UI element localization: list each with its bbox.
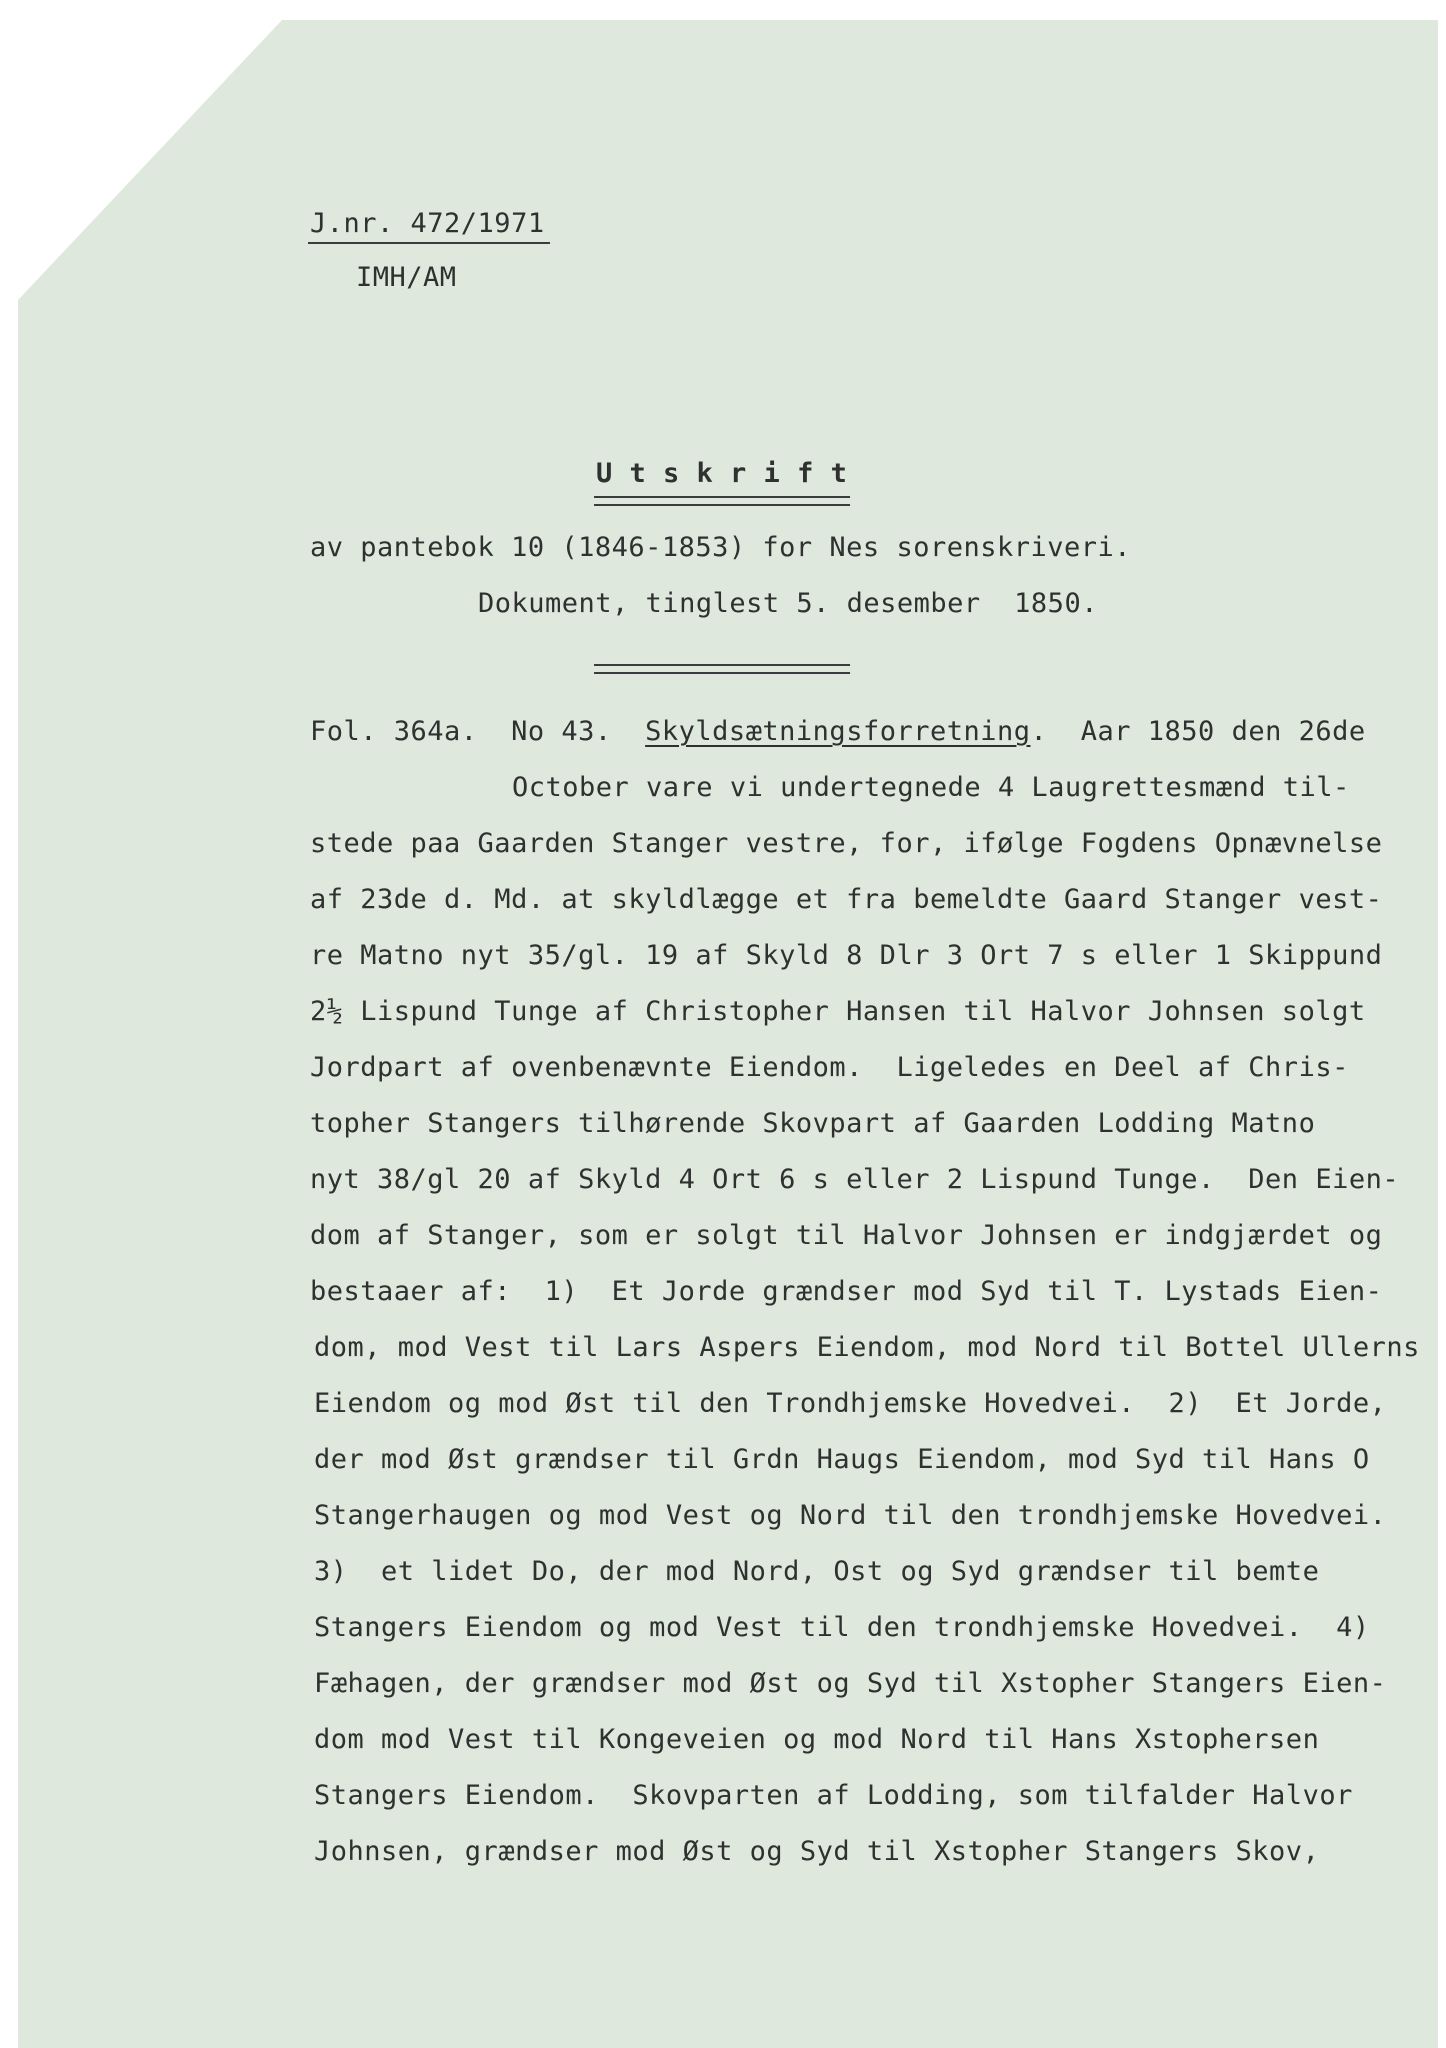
body-line: topher Stangers tilhørende Skovpart af Gaarden Lodding Matno (310, 1108, 1316, 1139)
journal-number-underline (308, 242, 550, 244)
initials: IMH/AM (356, 262, 457, 293)
body-line: af 23de d. Md. at skyldlægge et fra bemeldte Gaard Stanger vest- (310, 884, 1383, 915)
body-line: Johnsen, grændser mod Øst og Syd til Xstopher Stangers Skov, (314, 1836, 1320, 1867)
body-line: Fæhagen, der grændser mod Øst og Syd til Xstopher Stangers Eien- (314, 1668, 1387, 1699)
body-line: Stangers Eiendom. Skovparten af Lodding, som tilfalder Halvor (314, 1780, 1353, 1811)
folio-number: Fol. 364a. No 43. (310, 716, 612, 747)
body-line: Jordpart af ovenbenævnte Eiendom. Ligeledes en Deel af Chris- (310, 1052, 1349, 1083)
document-title: U t s k r i f t (596, 458, 848, 489)
body-line-first (310, 716, 1366, 747)
body-line: dom mod Vest til Kongeveien og mod Nord til Hans Xstophersen (314, 1724, 1320, 1755)
body-line: dom, mod Vest til Lars Aspers Eiendom, mod Nord til Bottel Ullerns (314, 1332, 1420, 1363)
body-line: 2½ Lispund Tunge af Christopher Hansen til Halvor Johnsen solgt (310, 996, 1366, 1027)
body-line: 3) et lidet Do, der mod Nord, Ost og Syd grændser til bemte (314, 1556, 1320, 1587)
body-line: October vare vi undertegnede 4 Laugrettesmænd til- (512, 772, 1350, 803)
body-line: der mod Øst grændser til Grdn Haugs Eiendom, mod Syd til Hans O (314, 1444, 1370, 1475)
body-line: Stangerhaugen og mod Vest og Nord til den trondhjemske Hovedvei. (314, 1500, 1387, 1531)
body-line: stede paa Gaarden Stanger vestre, for, ifølge Fogdens Opnævnelse (310, 828, 1383, 859)
body-line: Stangers Eiendom og mod Vest til den trondhjemske Hovedvei. 4) (314, 1612, 1370, 1643)
body-line: dom af Stanger, som er solgt til Halvor Johnsen er indgjærdet og (310, 1220, 1383, 1251)
body-line: bestaaer af: 1) Et Jorde grændser mod Syd til T. Lystads Eien- (310, 1276, 1383, 1307)
first-line-text: . Aar 1850 den 26de (1030, 716, 1366, 747)
title-underline (594, 496, 850, 506)
source-line: av pantebok 10 (1846-1853) for Nes sorenskriveri. (310, 532, 1132, 563)
document-line: Dokument, tinglest 5. desember 1850. (478, 588, 1098, 619)
section-divider (594, 664, 850, 674)
body-line: re Matno nyt 35/gl. 19 af Skyld 8 Dlr 3 Ort 7 s eller 1 Skippund (310, 940, 1383, 971)
body-line: nyt 38/gl 20 af Skyld 4 Ort 6 s eller 2 Lispund Tunge. Den Eien- (310, 1164, 1400, 1195)
body-line: Eiendom og mod Øst til den Trondhjemske Hovedvei. 2) Et Jorde, (314, 1388, 1387, 1419)
journal-number: J.nr. 472/1971 (310, 208, 545, 239)
section-heading: Skyldsætningsforretning (645, 716, 1031, 747)
